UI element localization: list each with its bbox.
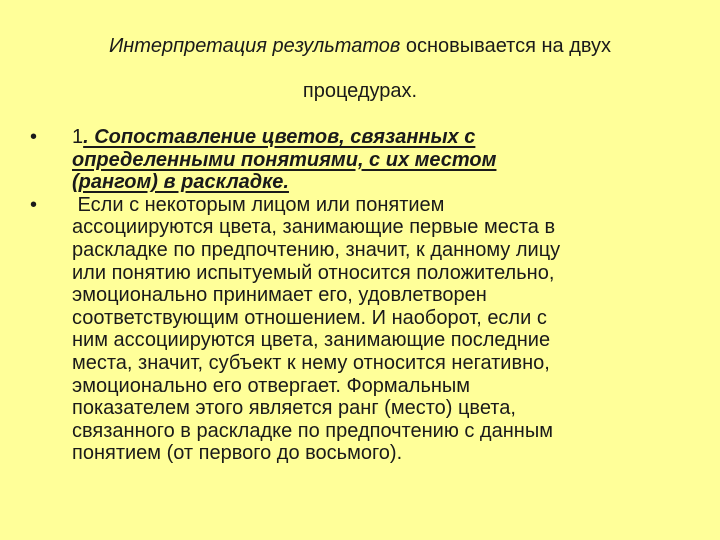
body-line: места, значит, субъект к нему относится негативно, — [72, 351, 550, 374]
body-line: соответствующим отношением. И наоборот, если с — [72, 306, 547, 329]
body-line: показателем этого является ранг (место) цвета, — [72, 397, 516, 420]
bullet-icon: • — [30, 126, 38, 148]
body-line: или понятию испытуемый относится положительно, — [72, 261, 555, 284]
item-number: 1 — [72, 126, 84, 148]
body-line: эмоционально принимает его, удовлетворен — [72, 284, 487, 307]
bullet-list — [30, 126, 680, 465]
body-line: связанного в раскладке по предпочтению с данным — [72, 419, 553, 442]
list-item-body — [30, 194, 680, 465]
body-line: Если с некоторым лицом или понятием — [72, 193, 445, 216]
heading-line-1 — [72, 126, 680, 149]
body-line: понятием (от первого до восьмого). — [72, 442, 403, 465]
body-line: раскладке по предпочтению, значит, к данному лицу — [72, 238, 561, 261]
slide-title-line2: процедурах. — [302, 80, 418, 102]
heading-text-1: . Сопоставление цветов, связанных с — [83, 126, 476, 148]
bullet-icon: • — [30, 193, 38, 216]
title-regular-part: основывается на двух — [400, 35, 612, 57]
heading-line-2: определенными понятиями, с их местом — [72, 148, 497, 171]
slide-title — [40, 34, 680, 58]
body-line: эмоционально его отвергает. Формальным — [72, 374, 471, 397]
body-line: ассоциируются цвета, занимающие первые места в — [72, 216, 556, 239]
heading-line-3: (рангом) в раскладке. — [72, 171, 289, 194]
title-italic-part: Интерпретация результатов — [108, 35, 401, 57]
list-item-heading — [30, 126, 680, 194]
body-line: ним ассоциируются цвета, занимающие последние — [72, 329, 551, 352]
